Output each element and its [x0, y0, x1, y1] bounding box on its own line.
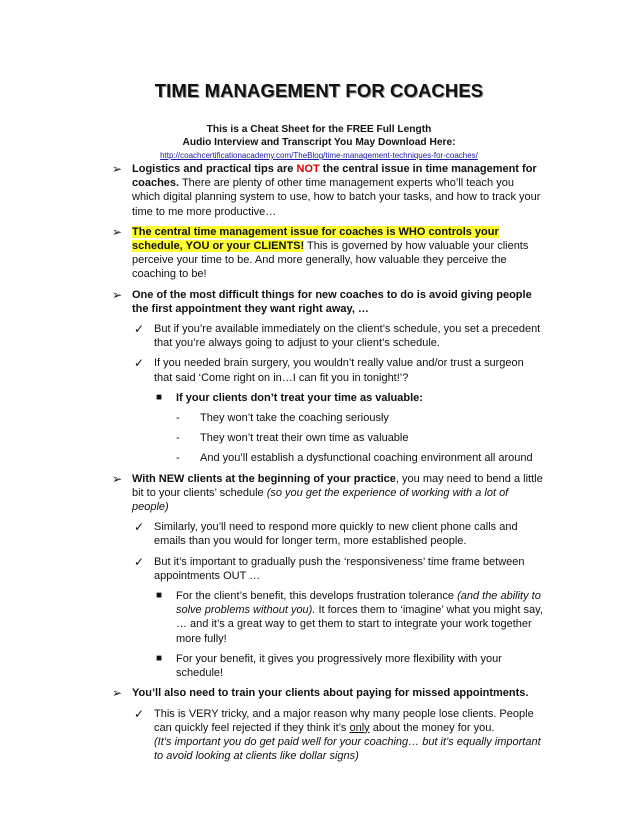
list-item-first-appointment [112, 288, 544, 316]
checkmark-icon: ✓ [134, 554, 145, 569]
item-text: But if you’re available immediately on the client’s schedule, you set a precedent that you’re always going to adjust to your client’s schedule. [154, 323, 541, 350]
item-text: With NEW clients at the beginning of your practice [132, 472, 396, 485]
highlighted-text: The central time management issue for coaches is WHO controls your schedule, YOU or your CLIENTS! [132, 225, 499, 253]
item-text: , you may need to bend a little bit to your clients’ schedule [132, 472, 543, 499]
dash-item [176, 431, 544, 445]
item-text: You’ll also need to train your clients about paying for missed appointments. [132, 687, 529, 700]
item-text: It forces them to ‘imagine’ what you might say, … and it’s a great way to get them to start to integrate your work together more fully! [176, 604, 543, 645]
item-text: But it’s important to gradually push the ‘responsiveness’ time frame between appointments OUT … [154, 555, 525, 582]
italic-text: (and the ability to solve problems without you). [176, 590, 541, 617]
square-bullet-icon: ■ [156, 590, 163, 602]
checkmark-icon: ✓ [134, 322, 145, 337]
square-bullet-icon: ■ [156, 652, 163, 664]
item-text: This is VERY tricky, and a major reason why many people lose clients. People can quickly feel rejected if they think it’s [154, 707, 534, 734]
sub-item [132, 707, 544, 764]
checkmark-icon: ✓ [134, 520, 145, 535]
arrow-bullet-icon: ➢ [112, 686, 123, 701]
dash-bullet-icon: - [176, 452, 180, 465]
item-text: They won’t take the coaching seriously [200, 412, 389, 425]
emphasis-text: NOT [296, 163, 320, 175]
download-link[interactable]: http://coachcertificationacademy.com/TheBlog/time-management-techniques-for-coaches/ [160, 151, 478, 160]
sub-item [132, 520, 544, 548]
item-text: This is governed by how valuable your clients perceive your time to be. And more generally, how valuable they perceive the coaching to be! [132, 240, 529, 281]
item-text: Logistics and practical tips are [132, 163, 297, 175]
list-item-logistics [112, 162, 544, 219]
item-text: If your clients don’t treat your time as valuable: [176, 391, 423, 404]
italic-text: (so you get the experience of working with a lot of people) [132, 486, 509, 514]
underlined-text: only [349, 721, 370, 734]
subtitle-line-2: Audio Interview and Transcript You May Download Here: [182, 137, 456, 148]
list-item-central-issue [112, 225, 544, 282]
item-text: And you’ll establish a dysfunctional coaching environment all around [200, 452, 533, 465]
dash-bullet-icon: - [176, 432, 180, 445]
square-bullet-icon: ■ [156, 391, 163, 403]
sub-item [132, 322, 544, 350]
dash-bullet-icon: - [176, 412, 180, 425]
arrow-bullet-icon: ➢ [112, 224, 123, 239]
page-title: TIME MANAGEMENT FOR COACHES [154, 80, 484, 101]
arrow-bullet-icon: ➢ [112, 287, 123, 302]
item-text: the central issue in time management for coaches. [132, 163, 537, 190]
subtitle-line-1: This is a Cheat Sheet for the FREE Full Length [206, 124, 432, 135]
sub-sub-item [154, 391, 544, 405]
item-text: There are plenty of other time management experts who’ll teach you which digital planning system to use, how to batch your tasks, and how to track your time to me more productive… [132, 177, 541, 218]
item-text: They won’t treat their own time as valuable [200, 432, 409, 445]
item-text: Similarly, you’ll need to respond more quickly to new client phone calls and emails than you would for longer term, more established people. [154, 521, 518, 548]
item-text: about the money for you. [369, 721, 495, 734]
dash-item [176, 451, 544, 465]
arrow-bullet-icon: ➢ [112, 162, 123, 176]
sub-sub-item [154, 652, 544, 680]
dash-item [176, 411, 544, 425]
sub-item [132, 555, 544, 583]
item-text: For your benefit, it gives you progressively more flexibility with your schedule! [176, 652, 502, 680]
italic-text: (It’s important you do get paid well for your coaching… but it’s equally important to avoid looking at clients like dollar signs) [154, 735, 541, 763]
checkmark-icon: ✓ [134, 706, 145, 721]
checkmark-icon: ✓ [134, 356, 145, 371]
list-item-new-clients [112, 472, 544, 515]
sub-sub-item [154, 589, 544, 646]
item-text: If you needed brain surgery, you wouldn’t really value and/or trust a surgeon that said ‘Come right on in…I can fit you in tonight!’? [154, 357, 524, 384]
list-item-missed-appointments [112, 686, 544, 700]
item-text: For the client’s benefit, this develops frustration tolerance [176, 590, 458, 603]
sub-item [132, 356, 544, 384]
arrow-bullet-icon: ➢ [112, 471, 123, 486]
item-text: One of the most difficult things for new coaches to do is avoid giving people the first appointment they want right away, … [132, 288, 532, 315]
bullet-list [112, 162, 544, 769]
